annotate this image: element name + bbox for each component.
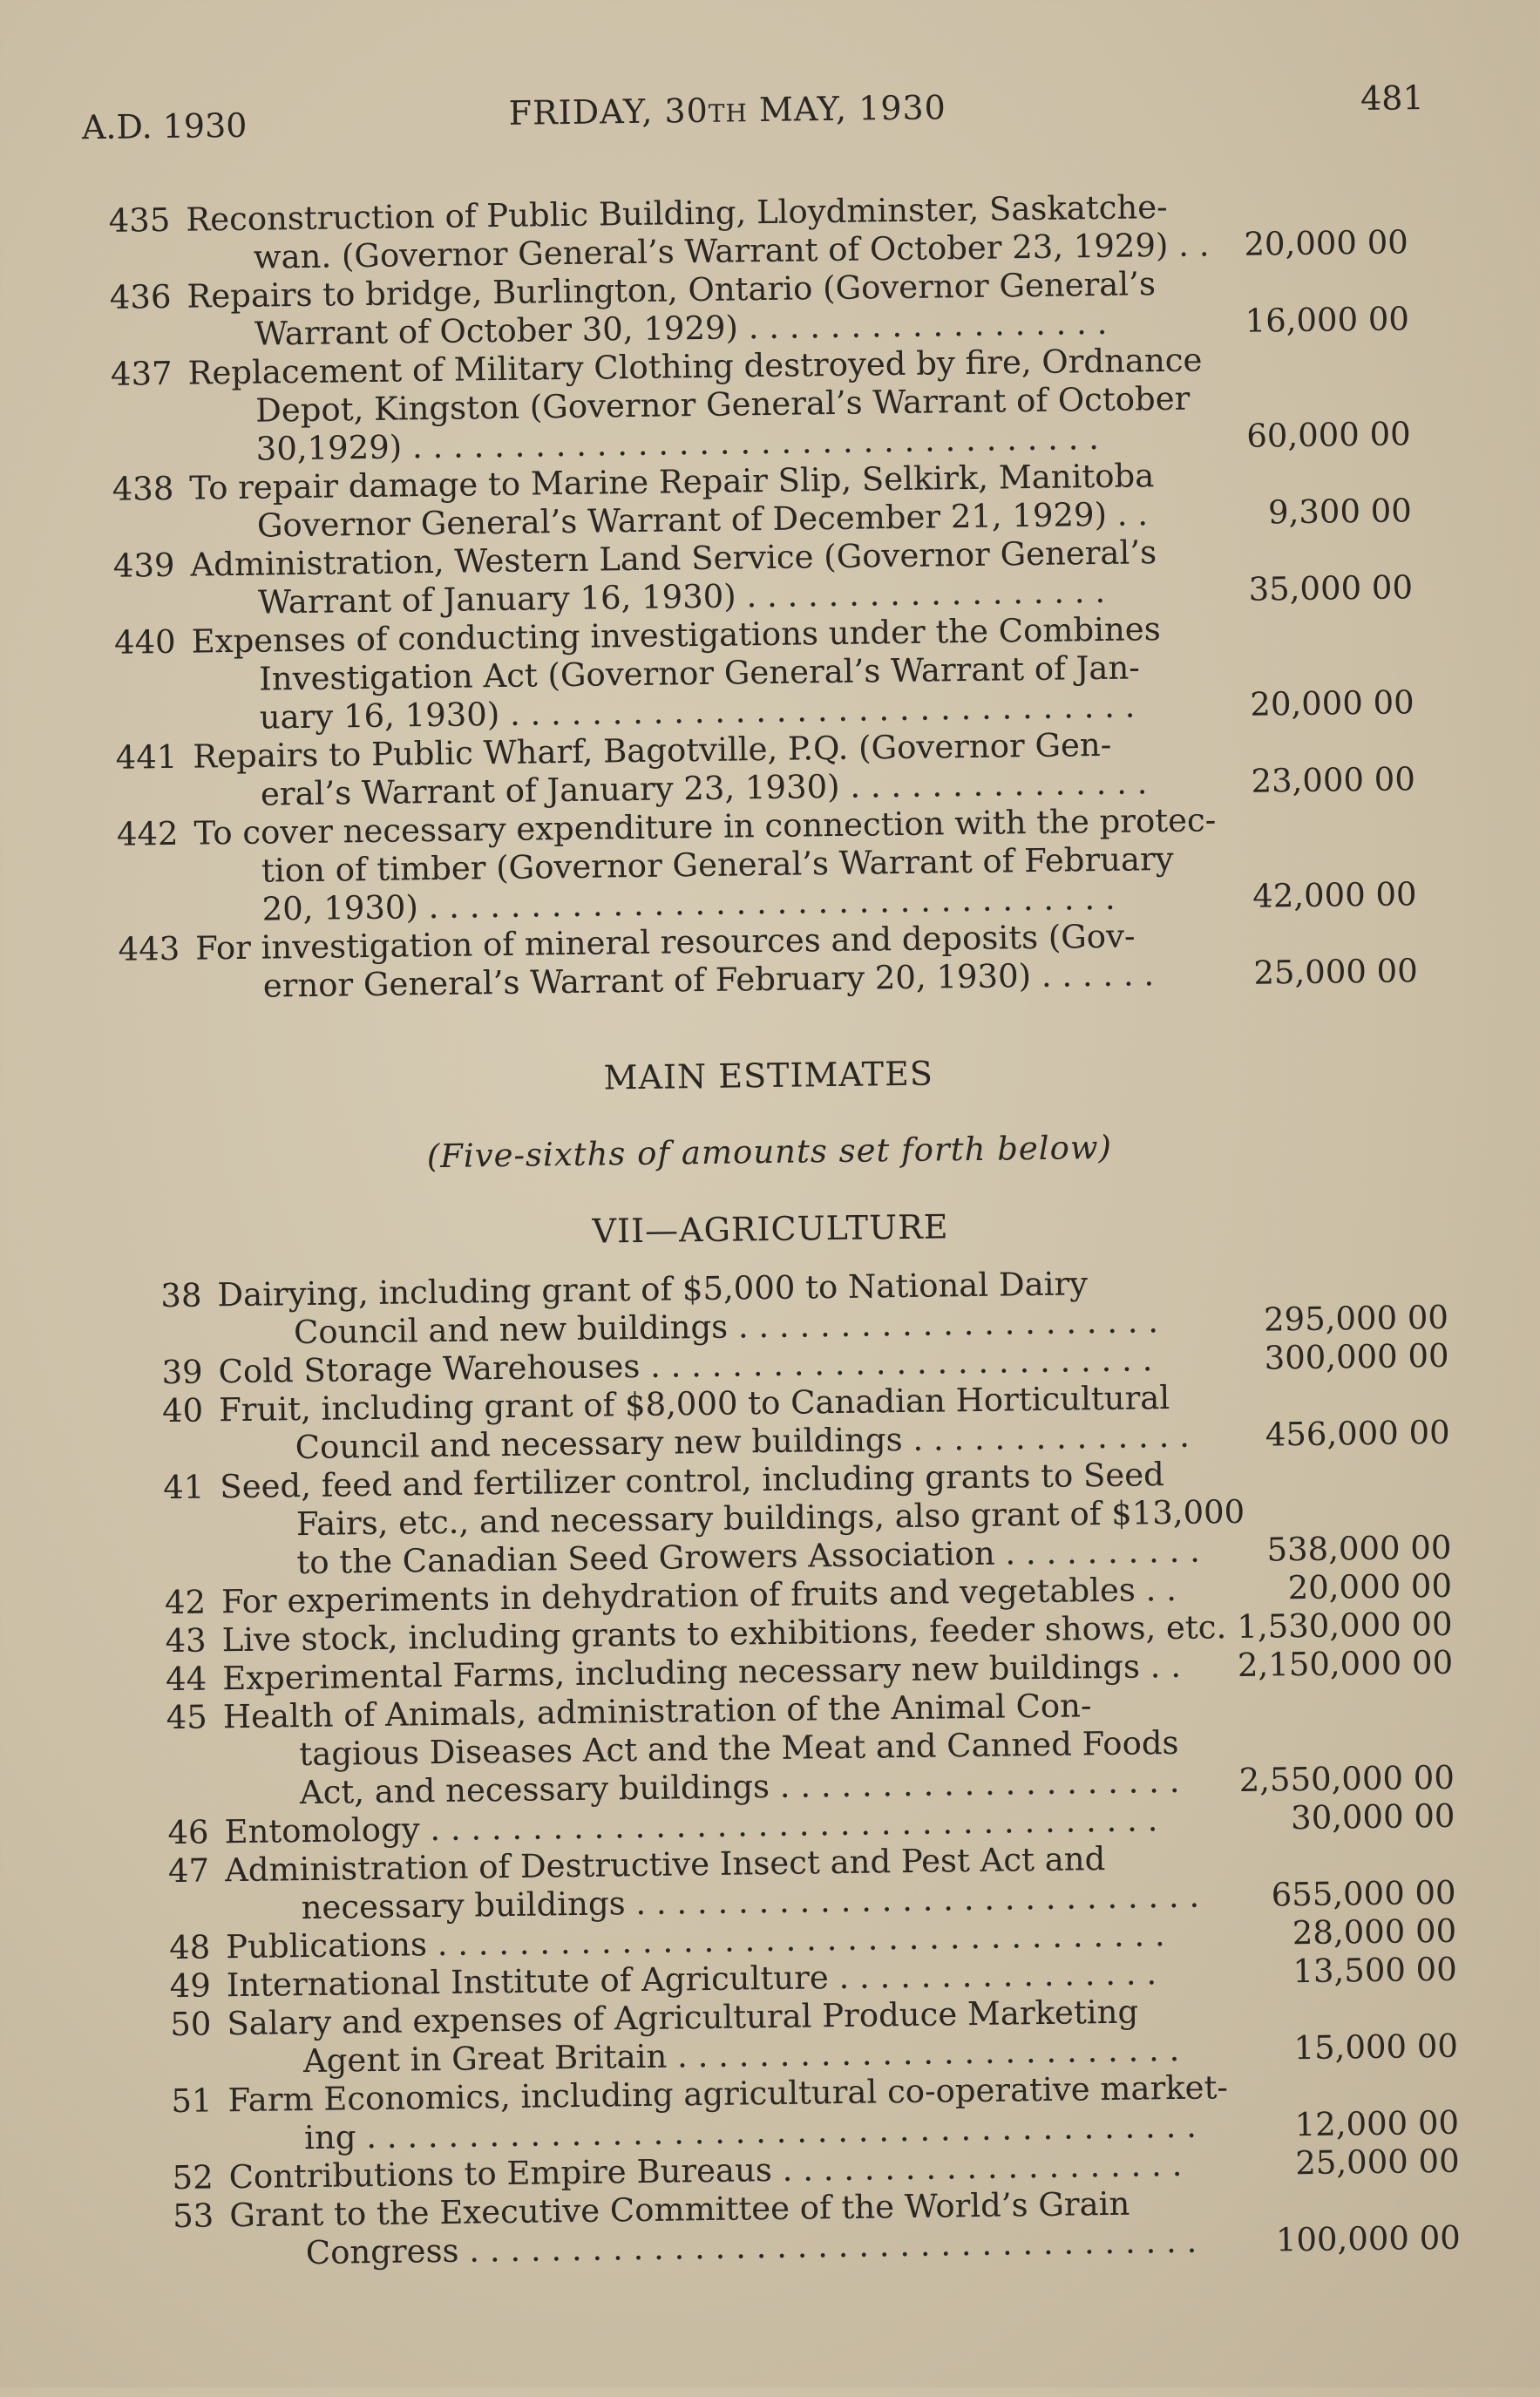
item-description: Repairs to bridge, Burlington, Ontario (Governor General’s [187, 265, 1157, 316]
main-estimates-title: MAIN ESTIMATES [603, 1054, 934, 1097]
item-amount: 100,000 00 [1275, 2218, 1462, 2259]
item-number: 438 [112, 469, 174, 508]
item-amount: 25,000 00 [1295, 2142, 1460, 2183]
item-description: Dairying, including grant of $5,000 to National Dairy [217, 1265, 1089, 1314]
item-amount: 28,000 00 [1292, 1911, 1457, 1952]
item-number: 43 [165, 1621, 207, 1660]
item-description: For experiments in dehydration of fruits and vegetables . . [220, 1570, 1177, 1621]
agriculture-heading: VII—AGRICULTURE [592, 1207, 949, 1251]
item-number: 435 [108, 200, 171, 240]
item-description: Expenses of conducting investigations under the Combines [191, 610, 1161, 661]
item-description: necessary buildings . . . . . . . . . . . . . . . . . . . . . . . . . . . . [301, 1877, 1200, 1927]
item-number: 51 [171, 2081, 213, 2121]
item-description: Salary and expenses of Agricultural Produce Marketing [227, 1993, 1139, 2043]
item-number: 44 [165, 1660, 207, 1699]
item-description: Live stock, including grants to exhibitions, feeder shows, etc. [221, 1608, 1227, 1660]
main-estimates-subtitle: (Five-sixths of amounts set forth below) [426, 1128, 1113, 1176]
item-description: ing . . . . . . . . . . . . . . . . . . . . . . . . . . . . . . . . . . . . . . . . . [303, 2107, 1197, 2157]
item-number: 41 [162, 1468, 205, 1507]
item-amount: 25,000 00 [1253, 952, 1418, 992]
item-number: 441 [115, 737, 178, 777]
item-description: Act, and necessary buildings . . . . . . . . . . . . . . . . . . . . [299, 1762, 1180, 1812]
item-description: Grant to the Executive Committee of the World’s Grain [229, 2184, 1130, 2235]
warrant-items [0, 184, 1537, 1009]
item-description: Health of Animals, administration of the Animal Con- [222, 1687, 1092, 1736]
item-amount: 2,150,000 00 [1237, 1643, 1454, 1685]
item-number: 46 [167, 1813, 209, 1852]
item-number: 50 [170, 2005, 212, 2044]
page-header [81, 78, 1424, 148]
item-description: Warrant of January 16, 1930) . . . . . . . . . . . . . . . . . . [257, 572, 1106, 621]
item-description: Repairs to Public Wharf, Bagotville, P.Q. (Governor Gen- [193, 725, 1112, 776]
item-number: 47 [167, 1851, 210, 1891]
item-description: Congress . . . . . . . . . . . . . . . . . . . . . . . . . . . . . . . . . . . . [305, 2222, 1197, 2272]
item-number: 49 [169, 1966, 212, 2006]
item-description: Publications . . . . . . . . . . . . . . . . . . . . . . . . . . . . . . . . . . . . [225, 1916, 1165, 1966]
item-number: 48 [168, 1928, 211, 1967]
item-number: 53 [172, 2197, 214, 2236]
item-number: 437 [110, 354, 173, 393]
item-number: 52 [172, 2158, 214, 2197]
item-amount: 9,300 00 [1267, 492, 1413, 532]
item-description: to the Canadian Seed Growers Association . . . . . . . . . . [296, 1531, 1201, 1582]
item-number: 443 [118, 929, 180, 968]
item-description: uary 16, 1930) . . . . . . . . . . . . . . . . . . . . . . . . . . . . . . . [259, 687, 1136, 737]
item-amount: 42,000 00 [1252, 875, 1417, 915]
item-amount: 30,000 00 [1290, 1796, 1455, 1837]
item-description: Governor General’s Warrant of December 21, 1929) . . [256, 495, 1149, 545]
item-amount: 295,000 00 [1263, 1298, 1449, 1339]
item-amount: 16,000 00 [1245, 300, 1410, 340]
header-year: A.D. 1930 [81, 105, 248, 147]
page-number: 481 [1360, 78, 1424, 119]
item-description: Administration, Western Land Service (Governor General’s [190, 533, 1157, 584]
agriculture-items [1, 1259, 1540, 2276]
item-number: 40 [161, 1391, 204, 1430]
item-description: Experimental Farms, including necessary new buildings . . [221, 1647, 1182, 1698]
estimate-item [7, 1681, 1540, 1816]
item-amount: 12,000 00 [1294, 2103, 1460, 2144]
item-description: International Institute of Agriculture . . . . . . . . . . . . . . . . [226, 1954, 1157, 2005]
estimate-item [0, 797, 1537, 932]
item-amount: 456,000 00 [1265, 1413, 1450, 1454]
item-number: 440 [113, 622, 176, 662]
item-amount: 20,000 00 [1287, 1566, 1453, 1607]
item-number: 439 [112, 546, 175, 585]
item-description: Investigation Act (Governor General’s Warrant of Jan- [258, 648, 1141, 698]
item-amount: 20,000 00 [1250, 683, 1414, 723]
item-description: Fruit, including grant of $8,000 to Canadian Horticultural [218, 1379, 1170, 1429]
item-description: wan. (Governor General’s Warrant of October 23, 1929) . . [253, 226, 1210, 276]
item-amount: 538,000 00 [1266, 1528, 1452, 1569]
item-amount: 13,500 00 [1292, 1950, 1457, 1991]
item-description: To cover necessary expenditure in connection with the protec- [193, 801, 1217, 852]
item-amount: 300,000 00 [1264, 1336, 1449, 1377]
item-description: ernor General’s Warrant of February 20, 1930) . . . . . . [262, 955, 1155, 1005]
item-description: Warrant of October 30, 1929) . . . . . . . . . . . . . . . . . . [254, 303, 1108, 353]
item-description: Cold Storage Warehouses . . . . . . . . . . . . . . . . . . . . . . . . . [218, 1341, 1153, 1391]
item-description: tagious Diseases Act and the Meat and Canned Foods [299, 1723, 1179, 1774]
item-amount: 60,000 00 [1246, 415, 1411, 455]
estimate-item [0, 337, 1530, 472]
item-description: Agent in Great Britain . . . . . . . . . . . . . . . . . . . . . . . . . [302, 2030, 1180, 2081]
item-description: Farm Economics, including agricultural co-operative market- [227, 2068, 1229, 2120]
estimate-item [0, 605, 1534, 740]
item-description: Council and necessary new buildings . . . . . . . . . . . . . . [295, 1416, 1191, 1467]
item-description: Seed, feed and fertilizer control, including grants to Seed [220, 1456, 1165, 1506]
estimate-item [3, 1450, 1540, 1586]
item-description: 20, 1930) . . . . . . . . . . . . . . . . . . . . . . . . . . . . . . . . . . [261, 879, 1116, 928]
item-amount: 1,530,000 00 [1237, 1605, 1453, 1647]
item-description: 30,1929) . . . . . . . . . . . . . . . . . . . . . . . . . . . . . . . . . . [255, 418, 1100, 468]
item-number: 45 [166, 1698, 208, 1737]
item-description: Council and new buildings . . . . . . . . . . . . . . . . . . . . . [293, 1302, 1159, 1352]
item-amount: 35,000 00 [1248, 568, 1414, 608]
item-description: To repair damage to Marine Repair Slip, Selkirk, Manitoba [189, 457, 1155, 507]
item-amount: 15,000 00 [1293, 2027, 1459, 2068]
item-description: tion of timber (Governor General’s Warrant of February [261, 839, 1174, 890]
item-number: 42 [164, 1583, 207, 1622]
item-description: Depot, Kingston (Governor General’s Warrant of October [254, 379, 1191, 430]
item-amount: 2,550,000 00 [1238, 1758, 1455, 1800]
item-description: Reconstruction of Public Building, Lloydminster, Saskatche- [186, 187, 1168, 239]
item-description: Contributions to Empire Bureaus . . . . . . . . . . . . . . . . . . . . [228, 2145, 1183, 2197]
item-description: eral’s Warrant of January 23, 1930) . . . . . . . . . . . . . . . [260, 764, 1148, 813]
item-number: 436 [109, 277, 172, 316]
item-number: 39 [161, 1353, 203, 1392]
item-amount: 655,000 00 [1271, 1873, 1456, 1914]
header-date: FRIDAY, 30TH MAY, 1930 [508, 88, 947, 132]
item-amount: 23,000 00 [1251, 760, 1416, 800]
item-description: Replacement of Military Clothing destroyed by fire, Ordnance [187, 341, 1203, 392]
item-description: Entomology . . . . . . . . . . . . . . . . . . . . . . . . . . . . . . . . . . . . [224, 1801, 1158, 1851]
item-amount: 20,000 00 [1244, 223, 1409, 263]
item-description: Administration of Destructive Insect and Pest Act and [224, 1840, 1106, 1890]
item-description: For investigation of mineral resources and deposits (Gov- [194, 917, 1136, 968]
item-description: Fairs, etc., and necessary buildings, also grant of $13,000 [295, 1492, 1245, 1544]
item-number: 38 [160, 1276, 202, 1315]
item-number: 442 [116, 814, 179, 853]
